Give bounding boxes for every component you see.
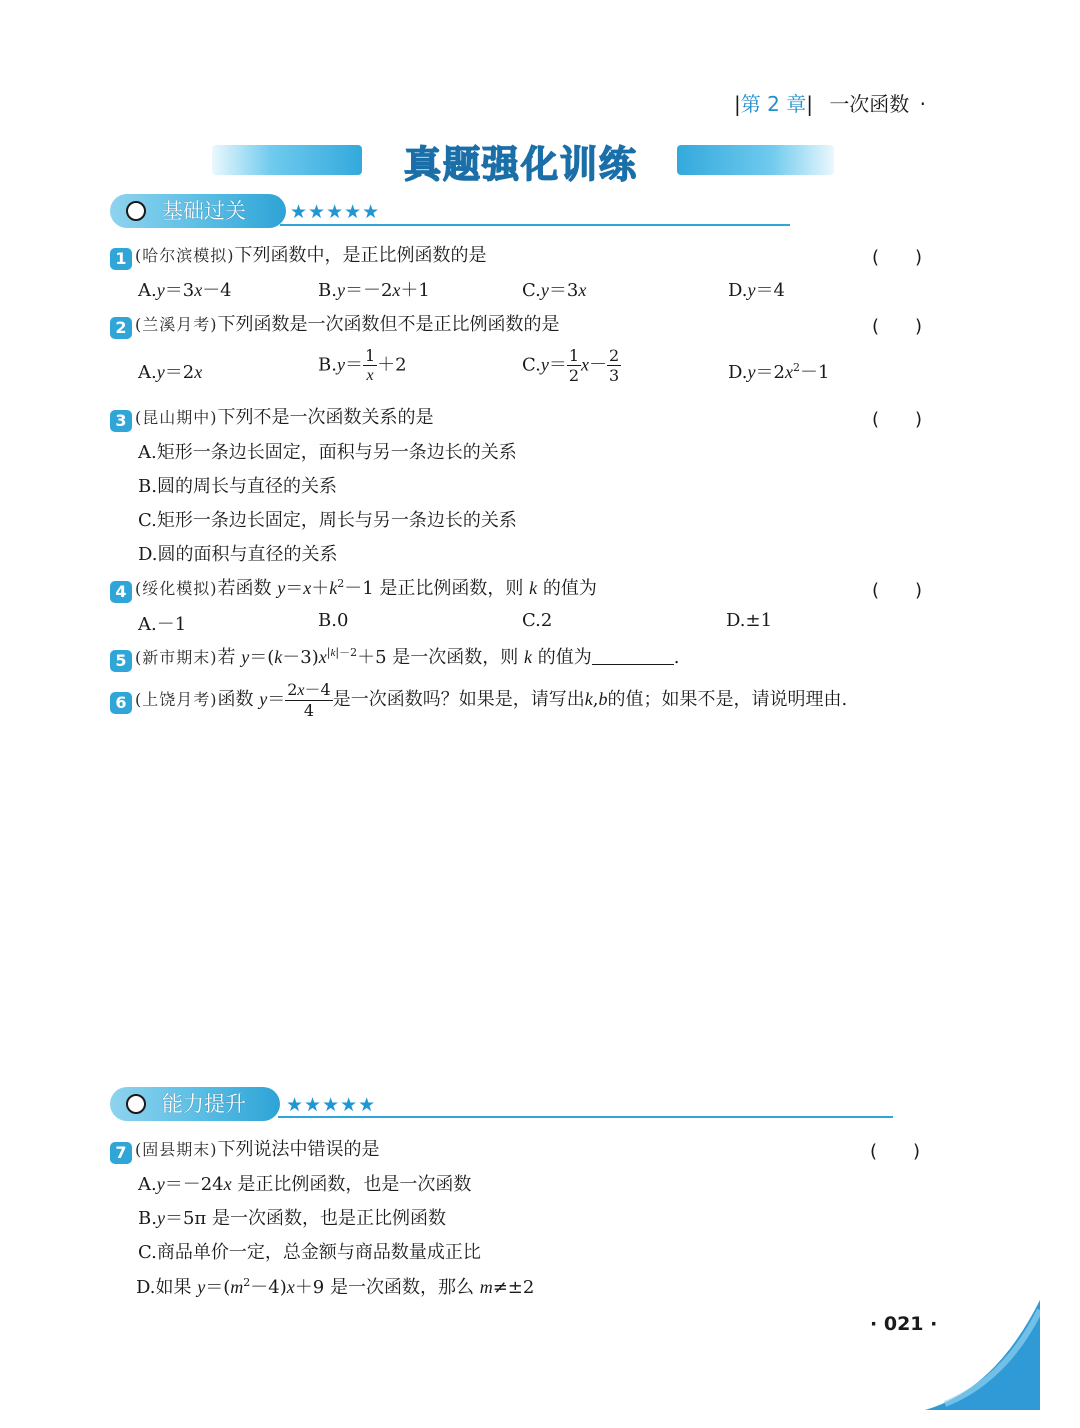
option-c: C.y＝ $\frac{1}{2}$ x－ $\frac{2}{3}$ (522, 346, 620, 385)
question-source: (上饶月考) (135, 690, 218, 709)
option-d: D.y＝4 (728, 280, 785, 301)
answer-parentheses: ( ) (872, 580, 923, 601)
difficulty-stars: ★★★★★ (290, 201, 381, 223)
fraction: $\frac{2x-4}{4}$ (287, 680, 331, 720)
title-bar-right (677, 145, 834, 175)
option-b: B.0 (318, 610, 349, 631)
option-c: C.y＝3x (522, 280, 587, 301)
option-c: C.商品单价一定，总金额与商品数量成正比 (138, 1242, 481, 1263)
chapter-header: |第 2 章| 一次函数 · (734, 92, 927, 116)
question-number: 1 (110, 248, 132, 270)
option-b: B.y＝ $\frac{1}{x}$ ＋2 (318, 346, 407, 384)
chapter-number: 第 2 章 (740, 92, 807, 116)
question-4: 4 (绥化模拟)若函数 $y=x+k^2-1$ 是正比例函数，则 k 的值为 (110, 574, 597, 603)
option-a: A.－1 (138, 614, 187, 635)
corner-decoration (905, 1300, 1040, 1410)
option-b: B.圆的周长与直径的关系 (138, 476, 337, 497)
answer-parentheses: ( ) (872, 247, 923, 268)
answer-parentheses: ( ) (870, 1141, 921, 1162)
title-bar-left (212, 145, 362, 175)
question-number: 6 (110, 692, 132, 714)
question-number: 4 (110, 581, 132, 603)
circle-icon (126, 201, 146, 221)
option-d: D.±1 (726, 610, 773, 631)
question-1 (110, 241, 487, 270)
answer-parentheses: ( ) (872, 409, 923, 430)
answer-blank (592, 664, 674, 665)
fraction: $\frac{1}{x}$ (364, 346, 376, 384)
circle-icon (126, 1094, 146, 1114)
question-stem: 下列不是一次函数关系的是 (217, 407, 434, 428)
question-stem: 下列函数是一次函数但不是正比例函数的是 (217, 314, 560, 335)
question-number: 5 (110, 650, 132, 672)
answer-parentheses: ( ) (872, 316, 923, 337)
option-a: A.y＝－24x 是正比例函数，也是一次函数 (138, 1174, 472, 1195)
page-title: 真题强化训练 (404, 143, 638, 186)
question-source: (绥化模拟) (135, 579, 218, 598)
option-a: A.y＝3x－4 (138, 280, 232, 301)
section-advanced-label: 能力提升 (110, 1087, 280, 1121)
question-number: 2 (110, 317, 132, 339)
question-2 (110, 310, 560, 339)
section-basic-label: 基础过关 (110, 194, 286, 228)
fraction: $\frac{2}{3}$ (609, 346, 620, 385)
option-d: D.如果 $y=(m^2-4)x+9$ 是一次函数，那么 m≠±2 (136, 1276, 535, 1298)
option-a: A.y＝2x (138, 362, 203, 383)
chapter-title: 一次函数 (829, 92, 910, 116)
question-source: (固县期末) (135, 1140, 218, 1159)
question-source: (哈尔滨模拟) (135, 246, 235, 265)
option-d: $D.y=2x^2-1$ (728, 361, 830, 383)
question-stem: 下列函数中，是正比例函数的是 (234, 245, 487, 266)
question-3 (110, 403, 434, 432)
question-7 (110, 1135, 380, 1164)
question-source: (兰溪月考) (135, 315, 218, 334)
option-b: B.y＝5π 是一次函数，也是正比例函数 (138, 1208, 446, 1229)
question-source: (昆山期中) (135, 408, 218, 427)
question-stem: 下列说法中错误的是 (217, 1139, 380, 1160)
option-c: C.矩形一条边长固定，周长与另一条边长的关系 (138, 510, 517, 531)
question-number: 7 (110, 1142, 132, 1164)
option-d: D.圆的面积与直径的关系 (138, 544, 338, 565)
option-a: A.矩形一条边长固定，面积与另一条边长的关系 (138, 442, 517, 463)
fraction: $\frac{1}{2}$ (568, 346, 580, 385)
page-number: · 021 · (870, 1313, 938, 1335)
option-b: B.y＝－2x＋1 (318, 280, 430, 301)
question-source: (新市期末) (135, 648, 218, 667)
difficulty-stars: ★★★★★ (286, 1094, 377, 1116)
section-divider (278, 1116, 893, 1118)
question-6: 6 (上饶月考)函数 y＝ $\frac{2x-4}{4}$ 是一次函数吗？如果是，请写出k,b的值；如果不是，请说明理由. (110, 680, 847, 720)
section-divider (280, 224, 790, 226)
question-number: 3 (110, 410, 132, 432)
question-5: 5 (新市期末)若 $y=(k-3)x^{|k|-2}+5$ 是一次函数，则 k 的值为 . (110, 643, 679, 672)
option-c: C.2 (522, 610, 553, 631)
